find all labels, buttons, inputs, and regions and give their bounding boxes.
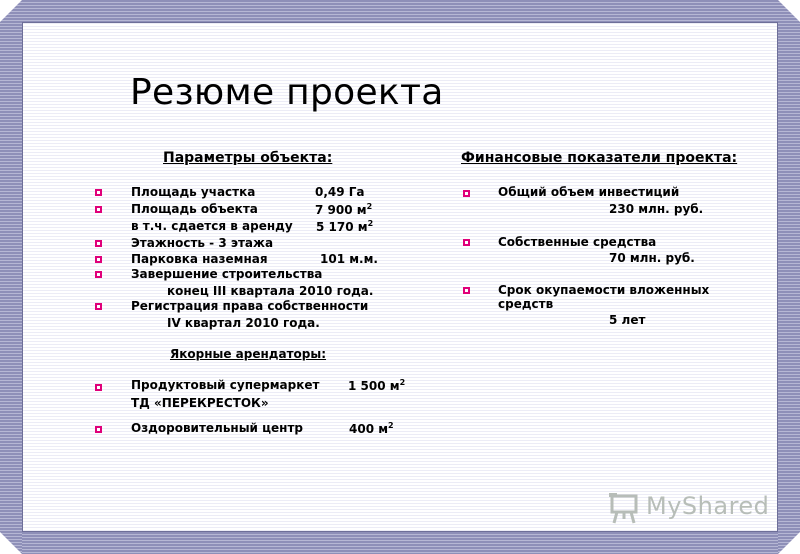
item-label: в т.ч. сдается в аренду — [131, 219, 293, 233]
item-label: Собственные средства — [498, 235, 657, 249]
bullet-icon — [95, 384, 102, 391]
bullet-icon — [463, 239, 470, 246]
item-continuation: конец III квартала 2010 года. — [167, 284, 374, 298]
item-value: 400 $м^2$ — [349, 421, 394, 436]
bullet-icon — [95, 189, 102, 196]
item-label: Площадь объекта — [131, 202, 258, 216]
left-heading: Параметры объекта: — [163, 150, 333, 166]
bullet-icon — [95, 206, 102, 213]
item-label: Оздоровительный центр — [131, 421, 304, 435]
right-heading: Финансовые показатели проекта: — [461, 150, 738, 166]
bullet-icon — [463, 287, 470, 294]
item-value: 5 лет — [609, 313, 646, 327]
frame-corner — [778, 532, 800, 554]
frame-top — [0, 0, 800, 22]
item-value: 70 млн. руб. — [609, 251, 695, 265]
frame-left — [0, 0, 22, 554]
item-label: Общий объем инвестиций — [498, 185, 680, 199]
bullet-icon — [463, 190, 470, 197]
bullet-icon — [95, 426, 102, 433]
anchor-tenants-heading: Якорные арендаторы: — [170, 347, 327, 361]
item-value: 5 170 $м^2$ — [316, 219, 374, 234]
frame-right — [778, 0, 800, 554]
item-sub: ТД «ПЕРЕКРЕСТОК» — [131, 396, 269, 410]
myshared-logo — [606, 490, 770, 526]
bullet-icon — [95, 303, 102, 310]
logo-text: MyShared — [646, 492, 770, 520]
frame-corner — [778, 0, 800, 22]
bullet-icon — [95, 271, 102, 278]
item-value: 101 м.м. — [320, 252, 378, 266]
item-label: Этажность - 3 этажа — [131, 236, 274, 250]
item-label: Срок окупаемости вложенных — [498, 283, 710, 297]
item-value: 230 млн. руб. — [609, 202, 704, 216]
bullet-icon — [95, 256, 102, 263]
item-value: 1 500 $м^2$ — [348, 378, 406, 393]
frame-corner — [0, 0, 22, 22]
item-label: Продуктовый супермаркет — [131, 378, 320, 392]
bullet-icon — [95, 240, 102, 247]
chalkboard-icon — [606, 491, 640, 525]
item-value: 7 900 $м^2$ — [315, 202, 373, 217]
page-title: Резюме проекта — [130, 72, 444, 113]
frame-bottom — [0, 532, 800, 554]
item-label: Площадь участка — [131, 185, 256, 199]
item-label: Завершение строительства — [131, 267, 323, 281]
item-label: Регистрация права собственности — [131, 299, 369, 313]
frame-corner — [0, 532, 22, 554]
item-label: Парковка наземная — [131, 252, 268, 266]
item-label-cont: средств — [498, 297, 554, 311]
item-continuation: IV квартал 2010 года. — [167, 316, 320, 330]
item-value: 0,49 Га — [315, 185, 365, 199]
